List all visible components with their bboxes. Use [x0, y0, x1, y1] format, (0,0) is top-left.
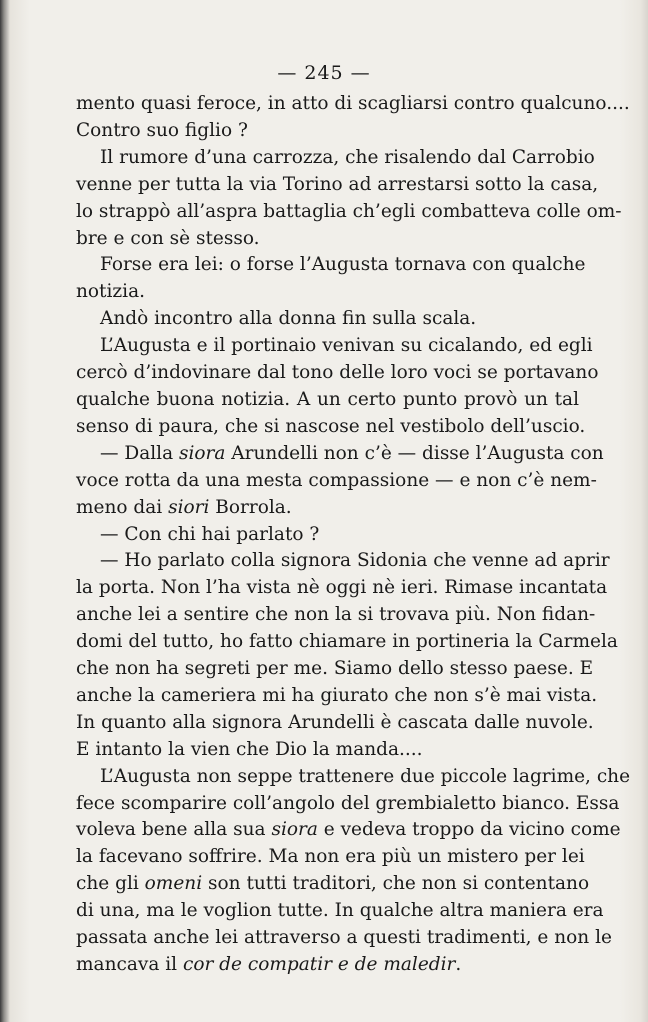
text-line — [76, 871, 590, 898]
italic-fragment: siora — [179, 442, 226, 464]
text-fragment: Borrola. — [209, 496, 292, 518]
page-number: — 245 — — [277, 62, 371, 84]
text-line: — Ho parlato colla signora Sidonia che venne ad aprir — [100, 550, 610, 572]
text-line: Andò incontro alla donna fin sulla scala. — [100, 308, 477, 330]
text-fragment: son tutti traditori, che non si contentano — [202, 873, 590, 895]
text-fragment: — Dalla — [100, 442, 179, 464]
text-line: mento quasi feroce, in atto di scagliarsi contro qualcuno.... — [76, 93, 630, 114]
text-line: cercò d’indovinare dal tono delle loro voci se portavano — [76, 362, 599, 384]
text-fragment: . — [455, 954, 462, 975]
text-fragment: voleva bene alla sua — [76, 819, 272, 841]
text-line: Il rumore d’una carrozza, che risalendo dal Carrobio — [100, 146, 595, 168]
text-fragment: e vedeva troppo da vicino come — [317, 819, 621, 841]
text-line: E intanto la vien che Dio la manda.... — [76, 738, 423, 760]
text-line — [76, 441, 604, 468]
text-line — [76, 817, 621, 844]
text-line: L’Augusta e il portinaio venivan su cicalando, ed egli — [100, 335, 593, 357]
text-line: — Con chi hai parlato ? — [100, 523, 320, 545]
text-line — [76, 952, 579, 979]
text-line: Forse era lei: o forse l’Augusta tornava con qualche — [100, 254, 586, 276]
text-line: In quanto alla signora Arundelli è cascata dalle nuvole. — [76, 711, 594, 733]
text-line: L’Augusta non seppe trattenere due piccole lagrime, che — [100, 765, 631, 787]
text-line: anche la cameriera mi ha giurato che non s’è mai vista. — [76, 684, 598, 706]
text-line: Contro suo figlio ? — [76, 119, 248, 141]
text-line: fece scomparire coll’angolo del grembialetto bianco. Essa — [76, 792, 620, 814]
text-line: qualche buona notizia. A un certo punto provò un tal — [76, 388, 579, 410]
text-line: venne per tutta la via Torino ad arrestarsi sotto la casa, — [76, 173, 599, 195]
text-line: domi del tutto, ho fatto chiamare in portineria la Carmela — [76, 631, 618, 653]
italic-fragment: omeni — [144, 873, 203, 895]
italic-fragment: cor de compatir e de maledir — [182, 954, 456, 975]
text-line: voce rotta da una mesta compassione — e non c’è nem- — [76, 469, 597, 491]
text-line: che non ha segreti per me. Siamo dello stesso paese. E — [76, 658, 594, 680]
text-line — [76, 495, 579, 522]
body-text — [76, 91, 631, 979]
text-fragment: meno dai — [76, 496, 169, 518]
text-line: senso di paura, che si nascose nel vestibolo dell’uscio. — [76, 415, 586, 437]
italic-fragment: siora — [271, 819, 318, 841]
text-line: la facevano soffrire. Ma non era più un mistero per lei — [76, 846, 585, 868]
text-line: di una, ma le voglion tutte. In qualche altra maniera era — [76, 900, 604, 922]
text-line: anche lei a sentire che non la si trovava più. Non fidan- — [76, 604, 596, 626]
text-fragment: mancava il — [76, 954, 183, 975]
italic-fragment: siori — [168, 496, 210, 518]
text-line: la porta. Non l’ha vista nè oggi nè ieri. Rimase incantata — [76, 577, 608, 599]
text-line: notizia. — [76, 281, 145, 303]
text-line: lo strappò all’aspra battaglia ch’egli combatteva colle om- — [76, 200, 622, 222]
text-fragment: Arundelli non c’è — disse l’Augusta con — [225, 442, 604, 464]
text-fragment: che gli — [76, 873, 145, 895]
text-line: bre e con sè stesso. — [76, 227, 260, 249]
text-line: passata anche lei attraverso a questi tradimenti, e non le — [76, 927, 612, 949]
